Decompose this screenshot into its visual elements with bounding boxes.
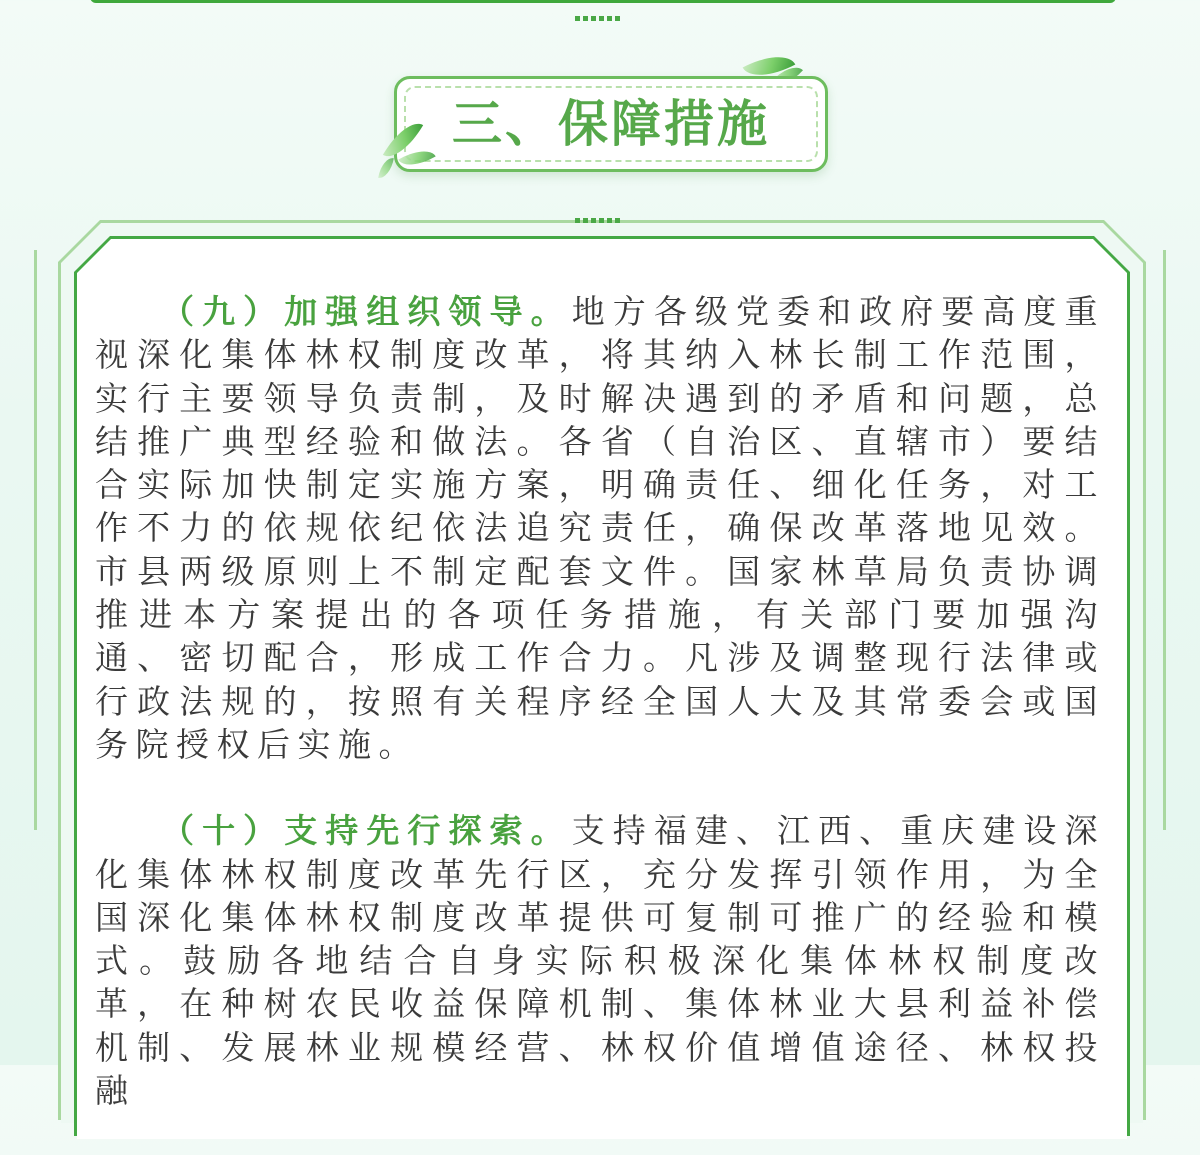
previous-panel-frame — [90, 0, 1116, 3]
paragraph-body: 地方各级党委和政府要高度重视深化集体林权制度改革，将其纳入林长制工作范围，实行主要领导负责制，及时解决遇到的矛盾和问题，总结推广典型经验和做法。各省（自治区、直辖市）要结合实际加快制定实施方案，明确责任、细化任务，对工作不力的依规依纪依法追究责任，确保改革落地见效。市县两级原则上不制定配套文件。国家林草局负责协调推进本方案提出的各项任务措施，有关部门要加强沟通、密切配合，形成工作合力。凡涉及调整现行法律或行政法规的，按照有关程序经全国人大及其常委会或国务院授权后实施。 — [95, 292, 1106, 764]
divider-dots-top — [575, 16, 625, 22]
divider-dots-panel — [575, 218, 625, 224]
paragraph-heading: （九）加强组织领导。 — [161, 292, 572, 331]
paragraph-9 — [95, 290, 1105, 766]
section-title: 三、保障措施 — [452, 95, 770, 153]
side-decoration-left — [34, 250, 37, 830]
side-decoration-right — [1163, 250, 1166, 830]
paragraph-10 — [95, 809, 1105, 1112]
leaf-decoration-icon — [378, 156, 394, 180]
paragraph-heading: （十）支持先行探索。 — [161, 811, 572, 851]
paragraph-body: 支持福建、江西、重庆建设深化集体林权制度改革先行区，充分发挥引领作用，为全国深化集体林权制度改革提供可复制可推广的经验和模式。鼓励各地结合自身实际积极深化集体林权制度改革，在种树农民收益保障机制、集体林业大县利益补偿机制、发展林业规模经营、林权价值增值途径、林权投融 — [95, 811, 1106, 1111]
article-content — [95, 290, 1105, 1155]
section-title-box — [394, 76, 828, 172]
section-header — [380, 50, 840, 190]
